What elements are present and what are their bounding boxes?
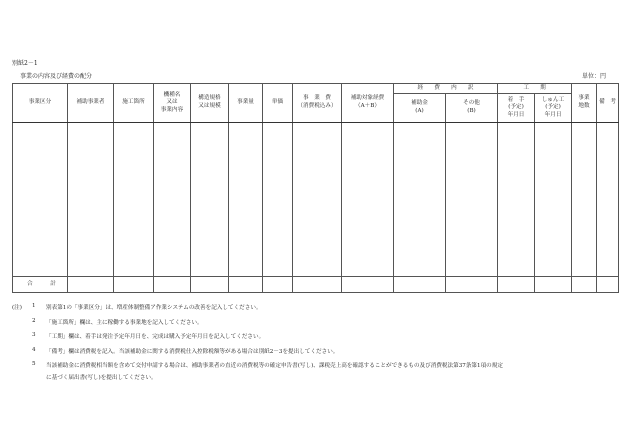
header-other: その他 (B) — [446, 94, 498, 123]
header-completion-date: しゅん工 (予定) 年月日 — [535, 94, 572, 123]
note-item — [12, 361, 622, 369]
cell — [229, 123, 263, 277]
cell — [446, 123, 498, 277]
note-item — [12, 318, 622, 326]
notes-prefix: (注) — [12, 305, 22, 311]
cell — [68, 123, 114, 277]
cell — [498, 123, 535, 277]
note-number: 4 — [32, 346, 36, 353]
cell — [263, 276, 293, 292]
cell — [229, 276, 263, 292]
cell — [572, 276, 597, 292]
allocation-table — [12, 83, 619, 293]
header-unit-price: 単価 — [263, 84, 293, 123]
cell — [535, 276, 572, 292]
note-number: 2 — [32, 317, 36, 324]
cell — [191, 123, 229, 277]
header-start-date: 着 手 (予定) 年月日 — [498, 94, 535, 123]
notes-section — [12, 303, 622, 381]
cell — [114, 276, 154, 292]
cell — [498, 276, 535, 292]
header-subsidy: 補助金 (A) — [394, 94, 446, 123]
header-spec: 構造規格 又は規模 — [191, 84, 229, 123]
form-id: 別紙2－1 — [12, 60, 38, 67]
note-number: 3 — [32, 332, 36, 339]
note-number: 1 — [32, 303, 36, 309]
note-item — [12, 347, 622, 355]
cell — [597, 276, 619, 292]
note-number: 5 — [32, 361, 36, 368]
cell — [293, 123, 342, 277]
total-row — [13, 276, 619, 292]
cell — [114, 123, 154, 277]
table-row — [13, 123, 619, 277]
cell — [68, 276, 114, 292]
cell — [13, 123, 68, 277]
cell — [191, 276, 229, 292]
header-eligible-cost: 補助対象経費 （A＋B） — [342, 84, 394, 123]
header-cost-breakdown: 経 費 内 訳 — [394, 84, 498, 94]
header-project-cost: 事 業 費 （消費税込み） — [293, 84, 342, 123]
total-label: 合 計 — [13, 276, 68, 292]
cell — [342, 276, 394, 292]
header-location: 施工箇所 — [114, 84, 154, 123]
header-site-count: 事業 地数 — [572, 84, 597, 123]
table-caption: 事業の内容及び経費の配分 — [20, 73, 93, 80]
unit-label: 単位：円 — [582, 73, 607, 80]
note-text: 「工期」欄は、着手は発注予定年月日を、完成は購入予定年月日を記入してください。 — [46, 334, 265, 341]
header-business-category: 事業区分 — [13, 84, 68, 123]
cell — [394, 123, 446, 277]
cell — [535, 123, 572, 277]
cell — [154, 276, 191, 292]
note-text: 別表第1の「事業区分」は、増産体制整備ア作業システムの改善を記入してください。 — [46, 305, 262, 311]
cell — [394, 276, 446, 292]
header-remarks: 備 考 — [597, 84, 619, 123]
note-continuation: に基づく届出書(写し)を提出してください。 — [46, 374, 157, 381]
note-text: 当該補助金に消費税相当額を含めて交付申請する場合は、補助事業者の直近の消費税等の確定申告書(写し)、課税売上高を確認することができるもの及び消費税法第37条第1項の規定 — [46, 363, 503, 370]
note-text: 「施工箇所」欄は、主に稼働する事業地を記入してください。 — [46, 319, 203, 326]
header-period: 工 期 — [498, 84, 572, 94]
cell — [446, 276, 498, 292]
note-item — [12, 332, 622, 340]
header-operator: 補助事業者 — [68, 84, 114, 123]
cell — [597, 123, 619, 277]
header-model: 機種名 又は 事業内容 — [154, 84, 191, 123]
note-item — [12, 303, 622, 311]
cell — [293, 276, 342, 292]
header-quantity: 事業量 — [229, 84, 263, 123]
cell — [342, 123, 394, 277]
cell — [572, 123, 597, 277]
cell — [263, 123, 293, 277]
cell — [154, 123, 191, 277]
note-text: 「備考」欄は消費税を記入。当該補助金に関する消費税仕入控除税額等がある場合は別紙2－3を提出してください。 — [46, 348, 339, 355]
